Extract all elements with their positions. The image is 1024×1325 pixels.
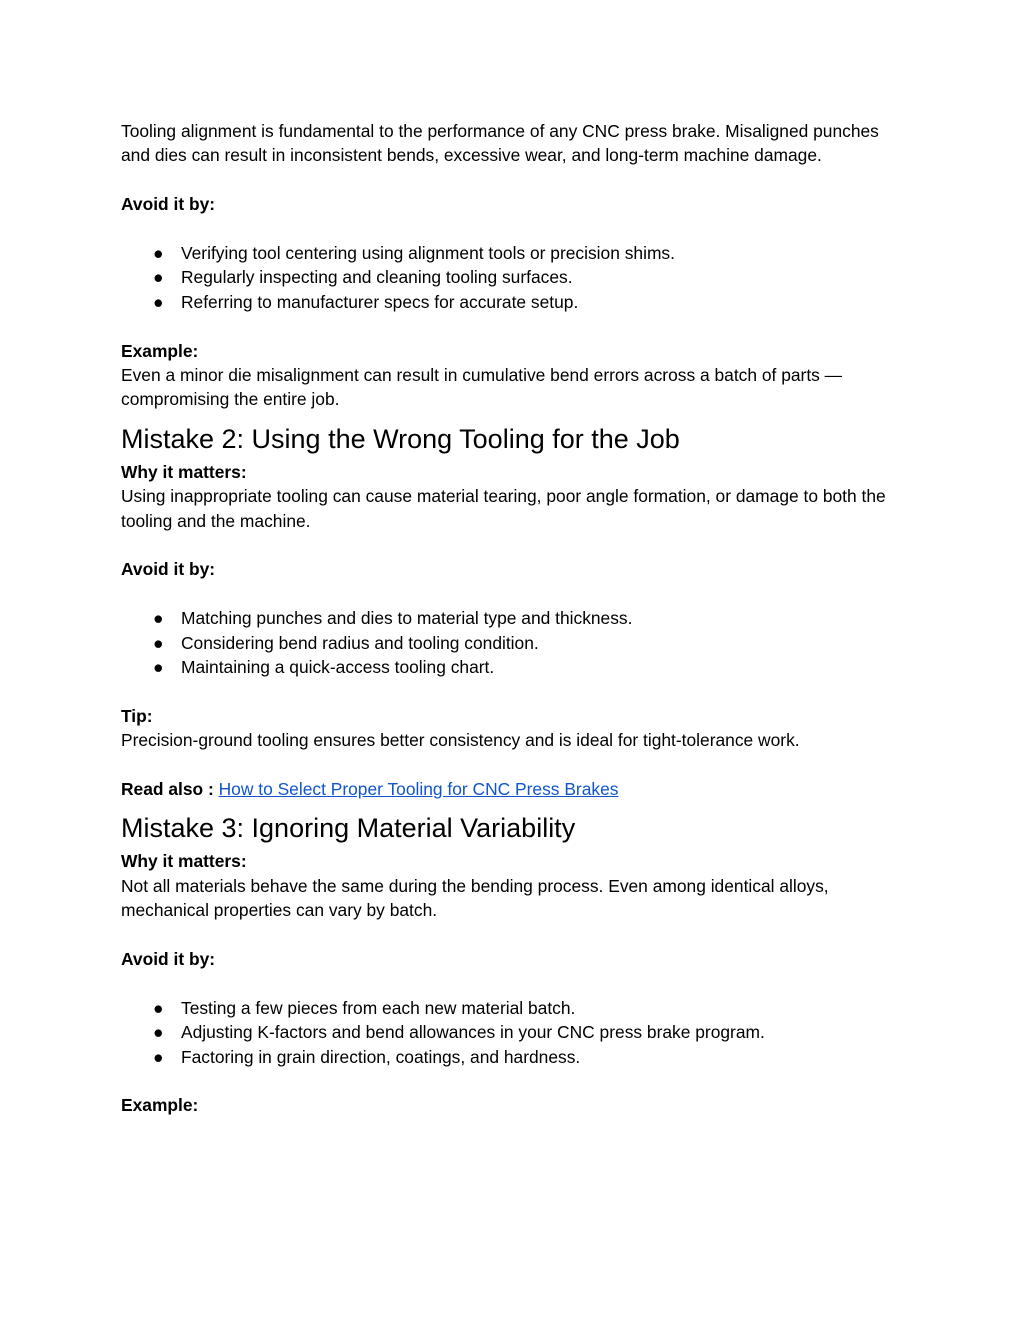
tip-text: Precision-ground tooling ensures better consistency and is ideal for tight-tolerance work.: [121, 730, 800, 751]
section-heading-mistake-2: Mistake 2: Using the Wrong Tooling for the Job: [121, 423, 680, 454]
read-also-link[interactable]: How to Select Proper Tooling for CNC Press Brakes: [218, 779, 619, 800]
list-item-text: Referring to manufacturer specs for accurate setup.: [181, 291, 579, 312]
list-item-text: Regularly inspecting and cleaning tooling surfaces.: [181, 267, 573, 288]
bullet-list: [121, 606, 911, 679]
spacer: [121, 217, 911, 241]
read-also-line: [121, 777, 911, 801]
spacer: [121, 753, 911, 777]
list-item-text: Verifying tool centering using alignment tools or precision shims.: [181, 243, 675, 263]
list-item-text: Adjusting K-factors and bend allowances in your CNC press brake program.: [181, 1022, 765, 1043]
why-label: Why it matters:: [121, 851, 247, 872]
read-also-label: Read also :: [121, 779, 214, 800]
why-label: Why it matters:: [121, 461, 247, 482]
list-item: [121, 1020, 911, 1044]
list-item-text: Factoring in grain direction, coatings, and hardness.: [181, 1046, 581, 1067]
why-text: Using inappropriate tooling can cause material tearing, poor angle formation, or damage to both the tooling and the machine.: [121, 486, 886, 531]
spacer: [121, 582, 911, 606]
list-item: [121, 1045, 911, 1069]
list-item: [121, 655, 911, 679]
spacer: [121, 679, 911, 703]
bullet-icon: ●: [153, 1022, 164, 1043]
example-label: Example:: [121, 1095, 199, 1116]
list-item-text: Matching punches and dies to material type and thickness.: [181, 608, 633, 629]
avoid-label: Avoid it by:: [121, 559, 216, 580]
example-label: Example:: [121, 340, 199, 361]
spacer: [121, 971, 911, 995]
spacer: [121, 923, 911, 947]
bullet-icon: ●: [153, 657, 164, 678]
list-item: [121, 606, 911, 630]
bullet-icon: ●: [153, 243, 164, 263]
example-text: Even a minor die misalignment can result in cumulative bend errors across a batch of parts — compromising the entire job.: [121, 365, 843, 410]
avoid-label: Avoid it by:: [121, 194, 216, 215]
why-text: Not all materials behave the same during the bending process. Even among identical alloys, mechanical properties can vary by batch.: [121, 875, 829, 921]
bullet-icon: ●: [153, 997, 164, 1018]
bullet-icon: ●: [153, 1046, 164, 1067]
bullet-list: [121, 241, 911, 314]
bullet-icon: ●: [153, 632, 164, 653]
bullet-icon: ●: [153, 267, 164, 288]
spacer: [121, 1069, 911, 1093]
avoid-label: Avoid it by:: [121, 949, 216, 970]
list-item: [121, 265, 911, 289]
list-item-text: Considering bend radius and tooling condition.: [181, 632, 539, 653]
list-item: [121, 631, 911, 655]
tip-label: Tip:: [121, 705, 153, 726]
list-item: [121, 290, 911, 314]
spacer: [121, 168, 911, 192]
spacer: [121, 314, 911, 338]
bullet-list: [121, 996, 911, 1069]
list-item-text: Testing a few pieces from each new material batch.: [181, 997, 576, 1018]
list-item: [121, 241, 911, 265]
bullet-icon: ●: [153, 608, 164, 629]
spacer: [121, 533, 911, 557]
list-item: [121, 996, 911, 1020]
bullet-icon: ●: [153, 291, 164, 312]
section-heading-mistake-3: Mistake 3: Ignoring Material Variability: [121, 813, 576, 844]
list-item-text: Maintaining a quick-access tooling chart.: [181, 657, 495, 678]
document-page: [121, 119, 911, 1118]
intro-paragraph: Tooling alignment is fundamental to the performance of any CNC press brake. Misaligned punches and dies can result in inconsistent bends, excessive wear, and long-term machine damage.: [121, 121, 879, 166]
